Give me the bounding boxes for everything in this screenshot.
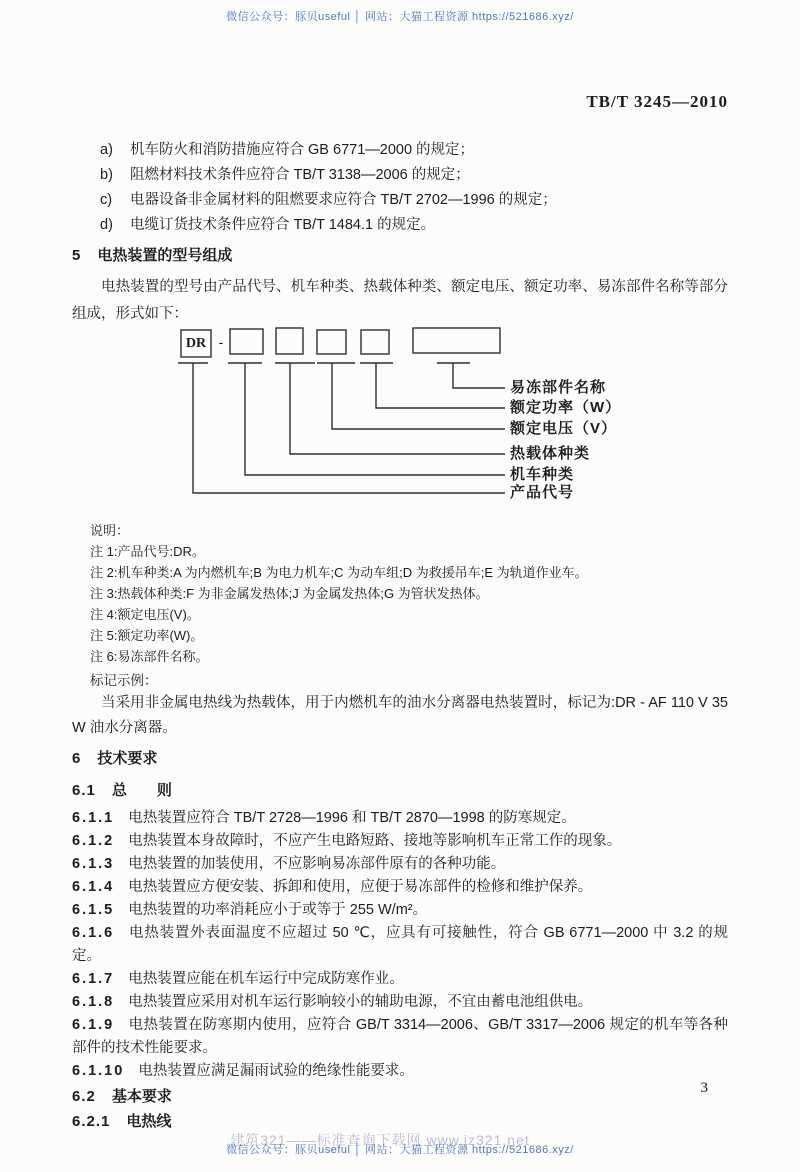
clause-text: 电热装置应符合 TB/T 2728—1996 和 TB/T 2870—1998 的防寒规定。 [128,810,576,826]
rated-power-box [361,330,389,354]
list-item-d [72,213,728,238]
diagram-lines [72,322,728,518]
clause-6-1-5 [72,899,728,922]
subsection-6-2-heading [72,1085,728,1108]
callout-rated-voltage: 额定电压（V） [510,420,618,437]
clause-number: 6.1.4 [72,879,115,895]
clause-6-1-10 [72,1060,728,1083]
callout-rated-power: 额定功率（W） [510,399,622,416]
clause-number: 6.1.9 [72,1017,115,1033]
clause-number: 6.1.1 [72,810,115,826]
freeze-part-name-box [413,328,500,353]
clause-text: 电热装置应采用对机车运行影响较小的辅助电源，不宜由蓄电池组供电。 [128,994,593,1010]
item-label: d) [100,217,113,233]
section-number: 5 [72,247,82,264]
clause-text: 电热装置在防寒期内使用，应符合 GB/T 3314—2006、GB/T 3317—2006 规定的机车等各种部件的技术性能要求。 [72,1017,728,1056]
clause-text: 电热装置应满足漏雨试验的绝缘性能要求。 [138,1063,414,1079]
note-1: 注 1:产品代号:DR。 [90,544,205,559]
subsection-number: 6.2 [72,1088,96,1105]
locomotive-type-box [230,329,263,354]
clause4-list [72,138,728,238]
bottom-watermark-front: 微信公众号：豚贝useful │ 网站：大猫工程资源 https://521686.xyz/ [226,1144,574,1156]
connector-dash: - [218,334,224,350]
page-content [72,0,728,1133]
clause-text: 电热装置的功率消耗应小于或等于 255 W/m²。 [128,902,428,918]
clause-6-1-3 [72,853,728,876]
clause-6-1-7 [72,968,728,991]
callout-locomotive-type: 机车种类 [510,466,575,483]
note-4: 注 4:额定电压(V)。 [90,607,200,622]
item-label: a) [100,142,113,158]
note-2: 注 2:机车种类:A 为内燃机车;B 为电力机车;C 为动车组;D 为救援吊车;E 为轨道作业车。 [90,565,588,580]
clause-number: 6.1.2 [72,833,115,849]
product-code-text: DR [185,336,207,351]
bottom-watermark-back: 建筑321——标准查询下载网 www.jz321.net [230,1132,530,1148]
clause-title: 电热线 [126,1113,172,1130]
clause-6-1-9 [72,1014,728,1060]
diagram-notes [72,520,728,667]
subsection-6-1-heading [72,781,728,801]
clause-number: 6.1.8 [72,994,115,1010]
clause-text: 电热装置本身故障时，不应产生电路短路、接地等影响机车正常工作的现象。 [128,833,622,849]
note-6: 注 6:易冻部件名称。 [90,649,209,664]
subsection-title: 基本要求 [111,1088,172,1105]
section-title: 技术要求 [97,750,158,767]
clause-text: 电热装置的加装使用，不应影响易冻部件原有的各种功能。 [128,856,506,872]
subsection-title: 总 则 [111,782,172,799]
clause-number: 6.1.10 [72,1063,125,1079]
clause-number: 6.1.5 [72,902,115,918]
top-watermark: 微信公众号：豚贝useful │ 网站：大猫工程资源 https://521686.xyz/ [226,11,574,23]
marking-example-text: 当采用非金属电热线为热载体，用于内燃机车的油水分离器电热装置时，标记为:DR - AF 110 V 35 W 油水分离器。 [72,695,728,736]
section-5-intro: 电热装置的型号由产品代号、机车种类、热载体种类、额定电压、额定功率、易冻部件名称等部分组成，形式如下： [72,279,728,322]
callout-product-code: 产品代号 [510,484,575,501]
clause-number: 6.1.7 [72,971,115,987]
item-label: c) [100,192,113,208]
clause-6-1-list [72,807,728,1083]
marking-example-heading: 标记示例： [90,673,158,688]
clause-number: 6.1.3 [72,856,115,872]
clause-6-1-4 [72,876,728,899]
item-text: 电缆订货技术条件应符合 TB/T 1484.1 的规定。 [130,217,436,233]
note-3: 注 3:热载体种类:F 为非金属发热体;J 为金属发热体;G 为管状发热体。 [90,586,489,601]
list-item-c [72,188,728,213]
clause-6-1-6 [72,922,728,968]
clause-text: 电热装置应能在机车运行中完成防寒作业。 [128,971,404,987]
clause-6-1-1 [72,807,728,830]
section-number: 6 [72,750,82,767]
subsection-number: 6.1 [72,782,96,799]
model-composition-diagram [72,322,728,518]
clause-number: 6.1.6 [72,925,115,941]
clause-number: 6.2.1 [72,1113,111,1130]
item-text: 阻燃材料技术条件应符合 TB/T 3138—2006 的规定； [130,167,470,183]
clause-text: 电热装置应方便安装、拆卸和使用，应便于易冻部件的检修和维护保养。 [128,879,593,895]
item-text: 机车防火和消防措施应符合 GB 6771—2000 的规定； [130,142,475,158]
item-label: b) [100,167,113,183]
rated-voltage-box [317,330,346,354]
callout-heat-carrier-type: 热载体种类 [510,445,591,462]
note-5: 注 5:额定功率(W)。 [90,628,204,643]
heat-carrier-type-box [276,328,303,354]
callout-freeze-part-name: 易冻部件名称 [510,379,607,396]
clause-text: 电热装置外表面温度不应超过 50 ℃，应具有可接触性，符合 GB 6771—2000 中 3.2 的规定。 [72,925,728,964]
section-5-heading [72,246,728,266]
notes-heading: 说明： [90,523,130,538]
page-number: 3 [700,1080,708,1096]
list-item-a [72,138,728,163]
section-title: 电热装置的型号组成 [97,247,233,264]
clause-6-1-2 [72,830,728,853]
item-text: 电器设备非金属材料的阻燃要求应符合 TB/T 2702—1996 的规定； [130,192,557,208]
standard-number: TB/T 3245—2010 [586,92,728,111]
clause-6-1-8 [72,991,728,1014]
section-6-heading [72,749,728,769]
list-item-b [72,163,728,188]
